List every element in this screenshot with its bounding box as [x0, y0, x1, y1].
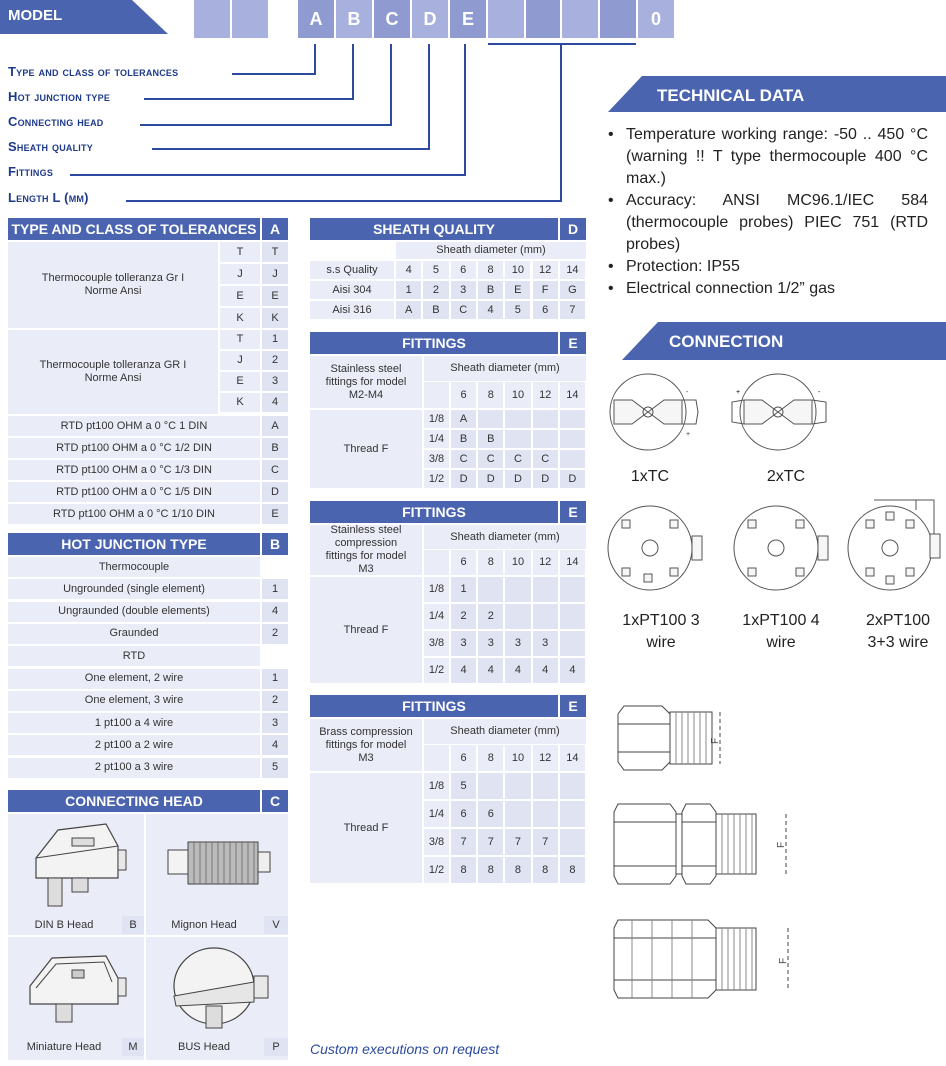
fit3-cell: 8 — [560, 857, 585, 883]
footer-note: Custom executions on request — [310, 1041, 500, 1057]
fit1-cell — [533, 410, 558, 428]
model-code-c: C — [374, 0, 410, 38]
model-slot — [526, 0, 560, 38]
fit2-col: 14 — [560, 550, 585, 575]
fit1-cell — [505, 430, 530, 448]
fit3-title: FITTINGS — [310, 695, 558, 717]
fit3-col: 6 — [451, 745, 476, 771]
hot-row-code: 5 — [262, 758, 288, 778]
tol-code: A — [262, 218, 288, 240]
fit2-cell: 4 — [478, 658, 503, 683]
fitting-drawing-1 — [614, 700, 734, 780]
sheath-cell: 6 — [533, 301, 558, 319]
hot-row-label: 1 pt100 a 4 wire — [8, 713, 260, 733]
fit1-thread-label: Thread F — [310, 410, 422, 488]
hot-row-code: 2 — [262, 691, 288, 711]
fit1-cell: D — [533, 470, 558, 488]
sheath-cell: G — [560, 281, 585, 299]
fit3-cell: 7 — [505, 829, 530, 855]
fit1-col: 8 — [478, 382, 503, 408]
tech-item: • Protection: IP55 — [608, 256, 928, 278]
fit2-cell — [533, 604, 558, 629]
fit1-cell: D — [560, 470, 585, 488]
fit2-cell: 4 — [505, 658, 530, 683]
model-code-length: 0 — [638, 0, 674, 38]
hot-row-code: 4 — [262, 602, 288, 622]
leader-line — [390, 44, 392, 126]
leader-line — [314, 44, 316, 75]
tol-g1-code: E — [262, 286, 288, 306]
tol-rtd-code: C — [262, 460, 288, 480]
fit2-cell — [505, 577, 530, 602]
conn-label-1xpt100-3: 1xPT100 3 wire — [622, 612, 700, 651]
conn-label-1xtc: 1xTC — [630, 468, 670, 485]
field-type: Type and class of tolerances — [8, 64, 179, 79]
leader-line — [152, 148, 430, 150]
fit3-cell: 6 — [451, 801, 476, 827]
fit3-col: 14 — [560, 745, 585, 771]
fit2-col: 10 — [505, 550, 530, 575]
tol-rtd-label: RTD pt100 OHM a 0 °C 1/2 DIN — [8, 438, 260, 458]
sheath-title: SHEATH QUALITY — [310, 218, 558, 240]
hot-title: HOT JUNCTION TYPE — [8, 533, 260, 555]
fit1-cell: C — [478, 450, 503, 468]
tol-g2-code: 3 — [262, 372, 288, 391]
fit3-cell: 8 — [478, 857, 503, 883]
head-title: CONNECTING HEAD — [8, 790, 260, 812]
din-b-head-image — [28, 818, 128, 910]
head-code: C — [262, 790, 288, 812]
fit1-thread: 1/2 — [424, 470, 449, 488]
fit2-col-blank — [424, 550, 449, 575]
2xpt100-3plus3wire-diagram — [846, 494, 946, 594]
tol-group2-label: Thermocouple tolleranza GR I Norme Ansi — [8, 330, 218, 414]
fit2-cell — [478, 577, 503, 602]
fit3-col: 8 — [478, 745, 503, 771]
field-hot: Hot junction type — [8, 89, 111, 104]
fit1-cell: D — [451, 470, 476, 488]
fit2-thread: 1/8 — [424, 577, 449, 602]
tol-g2-class: K — [220, 393, 260, 412]
fit1-thread: 1/8 — [424, 410, 449, 428]
sheath-cell: F — [533, 281, 558, 299]
head-code-m: M — [122, 1038, 144, 1056]
sheath-cell: C — [451, 301, 476, 319]
fit2-thread: 1/4 — [424, 604, 449, 629]
head-label-miniature: Miniature Head — [26, 1040, 102, 1053]
fit2-cell: 2 — [451, 604, 476, 629]
fit2-subheader: Sheath diameter (mm) — [424, 525, 586, 549]
tol-g2-class: J — [220, 351, 260, 370]
fit2-cell — [505, 604, 530, 629]
head-code-p: P — [264, 1038, 288, 1056]
fit3-col: 10 — [505, 745, 530, 771]
leader-line — [488, 43, 636, 45]
fit3-cell — [478, 773, 503, 799]
fit1-col: 14 — [560, 382, 585, 408]
fit3-cell: 8 — [533, 857, 558, 883]
divider — [8, 935, 288, 937]
tol-g1-code: J — [262, 264, 288, 284]
tol-g1-code: T — [262, 242, 288, 262]
sheath-cell: 4 — [478, 301, 503, 319]
tol-g2-code: 1 — [262, 330, 288, 349]
fit2-thread-label: Thread F — [310, 577, 422, 683]
tol-g1-class: T — [220, 242, 260, 262]
model-slot — [232, 0, 268, 38]
fit2-cell: 4 — [560, 658, 585, 683]
svg-text:-: - — [686, 389, 689, 396]
tech-item: • Temperature working range: -50 .. 450 °C (warning !! T type thermocouple 400 °C max.) — [608, 124, 928, 190]
fit3-code: E — [560, 695, 586, 717]
fit1-cell: C — [533, 450, 558, 468]
leader-line — [560, 44, 562, 202]
fit2-desc: Stainless steel compression fittings for model M3 — [310, 525, 422, 575]
fit3-cell: 7 — [451, 829, 476, 855]
1xpt100-4wire-diagram — [726, 504, 836, 594]
fit3-thread-label: Thread F — [310, 773, 422, 883]
sheath-cell: 2 — [423, 281, 448, 299]
hot-row-code: 4 — [262, 735, 288, 755]
tol-rtd-label: RTD pt100 OHM a 0 °C 1 DIN — [8, 416, 260, 436]
model-code-d: D — [412, 0, 448, 38]
fit1-cell — [560, 410, 585, 428]
fit2-cell: 3 — [533, 631, 558, 656]
tol-g1-class: K — [220, 308, 260, 328]
sheath-cell: 10 — [505, 261, 530, 279]
fit2-code: E — [560, 501, 586, 523]
head-code-b: B — [122, 916, 144, 934]
fit3-cell: 8 — [451, 857, 476, 883]
leader-line — [126, 200, 562, 202]
head-label-din-b: DIN B Head — [34, 918, 94, 931]
2xtc-diagram — [726, 370, 836, 454]
leader-line — [144, 98, 354, 100]
tol-title: TYPE AND CLASS OF TOLERANCES — [8, 218, 260, 240]
fit1-cell: A — [451, 410, 476, 428]
fit1-thread: 3/8 — [424, 450, 449, 468]
sheath-row-label: s.s Quality — [310, 261, 394, 279]
hot-row-code: 1 — [262, 579, 288, 599]
model-code-b: B — [336, 0, 372, 38]
fit1-cell — [560, 430, 585, 448]
leader-line — [140, 124, 392, 126]
tol-g1-class: E — [220, 286, 260, 306]
svg-text:F: F — [710, 737, 721, 744]
fit1-cell — [560, 450, 585, 468]
sheath-cell: B — [478, 281, 503, 299]
fit1-cell — [533, 430, 558, 448]
connection-title: CONNECTION — [669, 332, 784, 351]
fit3-cell: 7 — [478, 829, 503, 855]
hot-code: B — [262, 533, 288, 555]
fit3-cell: 6 — [478, 801, 503, 827]
fit1-cell: B — [478, 430, 503, 448]
tech-title: TECHNICAL DATA — [657, 86, 805, 105]
fit1-col: 6 — [451, 382, 476, 408]
model-code-a: A — [298, 0, 334, 38]
fit1-cell — [505, 410, 530, 428]
sheath-code: D — [560, 218, 586, 240]
tol-g2-code: 2 — [262, 351, 288, 370]
mignon-head-image — [164, 836, 274, 892]
tech-item: • Electrical connection 1/2” gas — [608, 278, 928, 300]
fit1-cell: C — [505, 450, 530, 468]
fit2-cell — [560, 631, 585, 656]
sheath-row-label: Aisi 304 — [310, 281, 394, 299]
head-code-v: V — [264, 916, 288, 934]
model-slot — [600, 0, 636, 38]
fit3-cell: 7 — [533, 829, 558, 855]
fit2-cell: 3 — [451, 631, 476, 656]
hot-row-label: RTD — [8, 646, 260, 666]
1xtc-diagram — [600, 370, 704, 454]
tol-rtd-label: RTD pt100 OHM a 0 °C 1/3 DIN — [8, 460, 260, 480]
hot-row-label: Graunded — [8, 624, 260, 644]
model-slot — [194, 0, 230, 38]
fit2-cell: 1 — [451, 577, 476, 602]
model-label: MODEL — [8, 7, 63, 24]
fit3-col: 12 — [533, 745, 558, 771]
svg-text:+: + — [686, 431, 691, 438]
fit3-cell — [560, 801, 585, 827]
hot-row-code: 2 — [262, 624, 288, 644]
tech-list — [608, 124, 928, 300]
conn-label-1xpt100-4: 1xPT100 4 wire — [742, 612, 820, 651]
fit2-cell — [560, 577, 585, 602]
model-slot — [562, 0, 598, 38]
fit2-col: 12 — [533, 550, 558, 575]
sheath-cell: 1 — [396, 281, 421, 299]
tech-item: • Accuracy: ANSI MC96.1/IEC 584 (thermocouple probes) PIEC 751 (RTD probes) — [608, 190, 928, 256]
fit2-cell: 3 — [505, 631, 530, 656]
tol-g1-code: K — [262, 308, 288, 328]
fit1-col: 12 — [533, 382, 558, 408]
fit3-desc: Brass compression fittings for model M3 — [310, 719, 422, 771]
fit1-thread: 1/4 — [424, 430, 449, 448]
fit1-desc: Stainless steel fittings for model M2-M4 — [310, 356, 422, 408]
fit1-cell — [478, 410, 503, 428]
hot-row-code: 3 — [262, 713, 288, 733]
fit3-thread: 1/2 — [424, 857, 449, 883]
fitting-drawing-2 — [612, 800, 812, 888]
sheath-cell: 6 — [451, 261, 476, 279]
fit2-cell — [560, 604, 585, 629]
sheath-cell: 5 — [505, 301, 530, 319]
fit2-thread: 3/8 — [424, 631, 449, 656]
fit3-cell — [505, 801, 530, 827]
svg-text:F: F — [776, 841, 787, 848]
fit2-cell: 4 — [451, 658, 476, 683]
tol-rtd-code: E — [262, 504, 288, 524]
fit1-cell: D — [478, 470, 503, 488]
sheath-cell: 8 — [478, 261, 503, 279]
fit2-cell: 4 — [533, 658, 558, 683]
fit1-subheader: Sheath diameter (mm) — [424, 356, 586, 381]
bus-head-image — [166, 942, 276, 1032]
sheath-cell: A — [396, 301, 421, 319]
hot-row-label: One element, 3 wire — [8, 691, 260, 711]
tol-g2-class: T — [220, 330, 260, 349]
leader-line — [464, 44, 466, 176]
leader-line — [70, 174, 466, 176]
sheath-cell: 14 — [560, 261, 585, 279]
hot-row-label: One element, 2 wire — [8, 669, 260, 689]
fit3-cell — [533, 773, 558, 799]
sheath-row-label: Aisi 316 — [310, 301, 394, 319]
fit3-thread: 1/4 — [424, 801, 449, 827]
model-code-e: E — [450, 0, 486, 38]
fit2-cell: 3 — [478, 631, 503, 656]
head-label-bus: BUS Head — [178, 1040, 230, 1053]
tol-rtd-code: B — [262, 438, 288, 458]
fitting-drawing-3 — [612, 916, 812, 1002]
model-slot — [488, 0, 524, 38]
head-label-mignon: Mignon Head — [171, 918, 237, 931]
sheath-subheader: Sheath diameter (mm) — [396, 242, 586, 259]
tol-rtd-code: A — [262, 416, 288, 436]
miniature-head-image — [22, 948, 132, 1028]
hot-row-label: Thermocouple — [8, 557, 260, 577]
sheath-cell: 7 — [560, 301, 585, 319]
sheath-cell: 5 — [423, 261, 448, 279]
fit1-cell: D — [505, 470, 530, 488]
svg-text:+: + — [736, 389, 741, 396]
fit1-title: FITTINGS — [310, 332, 558, 354]
fit1-cell: C — [451, 450, 476, 468]
fit3-thread: 3/8 — [424, 829, 449, 855]
leader-line — [428, 44, 430, 150]
fit1-cell: B — [451, 430, 476, 448]
hot-row-label: Ungrounded (single element) — [8, 579, 260, 599]
tol-g1-class: J — [220, 264, 260, 284]
fit3-cell: 5 — [451, 773, 476, 799]
fit3-cell — [560, 829, 585, 855]
fit2-thread: 1/2 — [424, 658, 449, 683]
hot-row-label: 2 pt100 a 3 wire — [8, 758, 260, 778]
1xpt100-3wire-diagram — [600, 504, 710, 594]
fit3-cell — [560, 773, 585, 799]
hot-row-label: 2 pt100 a 2 wire — [8, 735, 260, 755]
conn-label-2xpt100: 2xPT100 3+3 wire — [865, 612, 931, 651]
fit1-col-blank — [424, 382, 449, 408]
divider — [144, 814, 146, 1060]
fit3-cell: 8 — [505, 857, 530, 883]
sheath-cell: E — [505, 281, 530, 299]
field-fittings: Fittings — [8, 164, 54, 179]
sheath-cell: 3 — [451, 281, 476, 299]
fit3-cell — [505, 773, 530, 799]
sheath-cell: B — [423, 301, 448, 319]
svg-text:-: - — [818, 389, 821, 396]
fit3-cell — [533, 801, 558, 827]
fit3-subheader: Sheath diameter (mm) — [424, 719, 586, 744]
fit1-col: 10 — [505, 382, 530, 408]
fit3-col-blank — [424, 745, 449, 771]
svg-text:F: F — [778, 957, 789, 964]
tol-rtd-label: RTD pt100 OHM a 0 °C 1/5 DIN — [8, 482, 260, 502]
field-head: Connecting head — [8, 114, 104, 129]
field-sheath: Sheath quality — [8, 139, 93, 154]
tol-g2-code: 4 — [262, 393, 288, 412]
fit1-code: E — [560, 332, 586, 354]
conn-label-2xtc: 2xTC — [766, 468, 806, 485]
tol-rtd-code: D — [262, 482, 288, 502]
tol-group1-label: Thermocouple tolleranza Gr I Norme Ansi — [8, 242, 218, 328]
tol-rtd-label: RTD pt100 OHM a 0 °C 1/10 DIN — [8, 504, 260, 524]
leader-line — [352, 44, 354, 100]
fit2-col: 8 — [478, 550, 503, 575]
fit3-thread: 1/8 — [424, 773, 449, 799]
leader-line — [232, 73, 316, 75]
fit2-cell: 2 — [478, 604, 503, 629]
sheath-cell: 4 — [396, 261, 421, 279]
tol-g2-class: E — [220, 372, 260, 391]
fit2-title: FITTINGS — [310, 501, 558, 523]
sheath-cell: 12 — [533, 261, 558, 279]
field-length: Length L (mm) — [8, 190, 89, 205]
hot-row-code: 1 — [262, 669, 288, 689]
fit2-col: 6 — [451, 550, 476, 575]
fit2-cell — [533, 577, 558, 602]
hot-row-label: Ungraunded (double elements) — [8, 602, 260, 622]
